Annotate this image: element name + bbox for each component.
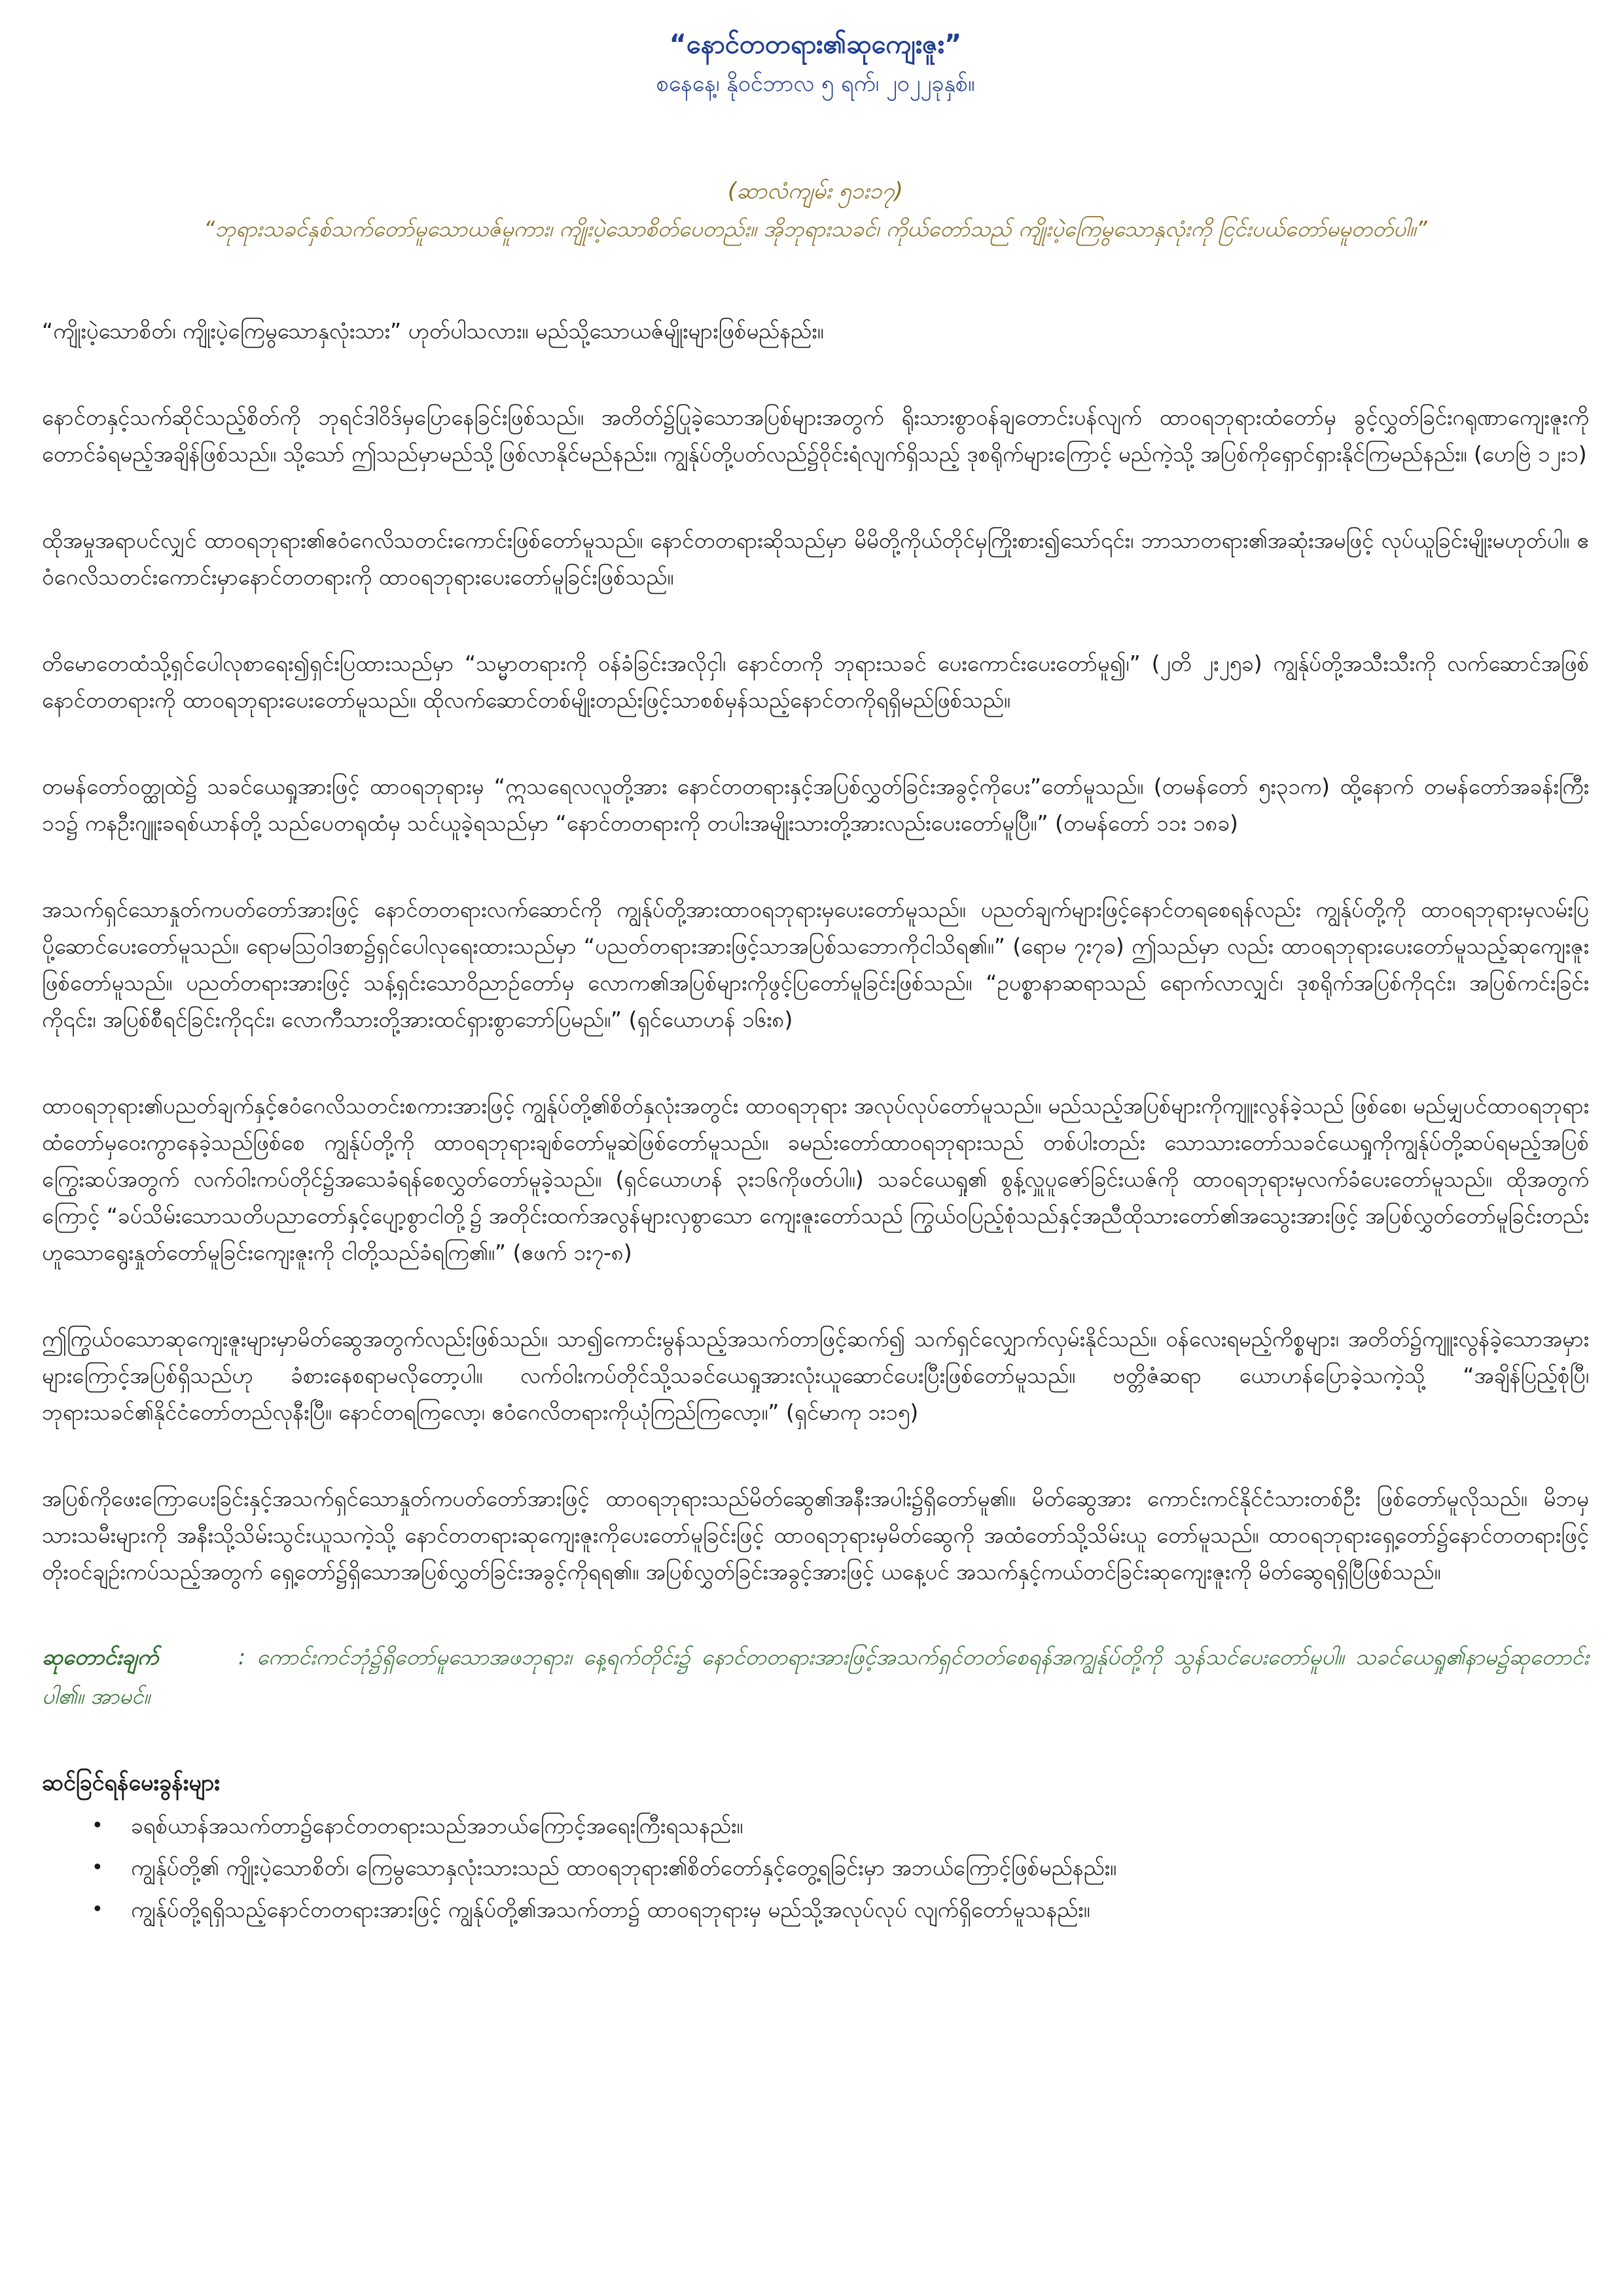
prayer-separator: : (238, 1644, 246, 1670)
page-title: “နောင်တတရား၏ဆုကျေးဇူး” (669, 29, 962, 60)
question-item (92, 1805, 1589, 1847)
paragraph-6: အသက်ရှင်သောနှုတ်ကပတ်တော်အားဖြင့် နောင်တတရားလက်ဆောင်ကို ကျွန်ုပ်တို့အားထာဝရဘုရားမှပေးတော်မူသည်။ ပညတ်ချက်များဖြင့်နောင်တရစေရန်လည်း ကျွန်ုပ်တို့ကို ထာဝရဘုရားမှလမ်းပြပို့ဆောင်ပေးတော်မူသည်။ ရောမသြဝါဒစာ၌ရှင်ပေါလုရေးထားသည်မှာ “ပညတ်တရားအားဖြင့်သာအပြစ်သဘောကိုငါသိရ၏။” (ရောမ ၇း၇ခ) ဤသည်မှာ လည်း ထာဝရဘုရားပေးတော်မူသည့်ဆုကျေးဇူးဖြစ်တော်မူသည်။ ပညတ်တရားအားဖြင့် သန့်ရှင်းသောဝိညာဉ်တော်မှ လောက၏အပြစ်များကိုဖွင့်ပြတော်မူခြင်းဖြစ်သည်။ “ဥပစ္စာနာဆရာသည် ရောက်လာလျှင်၊ ဒုစရိုက်အပြစ်ကို၎င်း၊ အပြစ်ကင်းခြင်းကို၎င်း၊ အပြစ်စီရင်ခြင်းကို၎င်း၊ လောကီသားတို့အားထင်ရှားစွာဘော်ပြမည်။” (ရှင်ယောဟန် ၁၆း၈) (42, 897, 1589, 1032)
prayer-section (42, 1638, 1589, 1716)
question-item (92, 1889, 1589, 1931)
bullet-icon: • (92, 1856, 103, 1879)
paragraph-7: ထာဝရဘုရား၏ပညတ်ချက်နှင့်ဧဝံဂေလိသတင်းစကားအားဖြင့် ကျွန်ုပ်တို့၏စိတ်နှလုံးအတွင်း ထာဝရဘုရား အလုပ်လုပ်တော်မူသည်။ မည်သည့်အပြစ်များကိုကျူးလွန်ခဲ့သည် ဖြစ်စေ၊ မည်မျှပင်ထာဝရဘုရားထံတော်မှဝေးကွာနေခဲ့သည်ဖြစ်စေ ကျွန်ုပ်တို့ကို ထာဝရဘုရားချစ်တော်မူဆဲဖြစ်တော်မူသည်။ ခမည်းတော်ထာဝရဘုရားသည် တစ်ပါးတည်း သောသားတော်သခင်ယေရှုကိုကျွန်ုပ်တို့ဆပ်ရမည့်အပြစ်ကြွေးဆပ်အတွက် လက်ဝါးကပ်တိုင်၌အသေခံရန်စေလွှတ်တော်မူခဲ့သည်။ (ရှင်ယောဟန် ၃း၁၆ကိုဖတ်ပါ။) သခင်ယေရှု၏ စွန့်လှူပူဇော်ခြင်းယဇ်ကို ထာဝရဘုရားမှလက်ခံပေးတော်မူသည်။ ထိုအတွက်ကြောင့် “ခပ်သိမ်းသောသတိပညာတော်နှင့်ပျော့စွာငါတို့၌ အတိုင်းထက်အလွန်များလှစွာသော ကျေးဇူးတော်သည် ကြွယ်ဝပြည့်စုံသည်နှင့်အညီထိုသားတော်၏အသွေးအားဖြင့် အပြစ်လွှတ်တော်မူခြင်းတည်းဟူသောရွေးနှုတ်တော်မူခြင်းကျေးဇူးကို ငါတို့သည်ခံရကြ၏။” (ဧဖက် ၁း၇-၈) (42, 1093, 1589, 1265)
bullet-icon: • (92, 1898, 103, 1921)
questions-list (42, 1805, 1589, 1931)
paragraph-5: တမန်တော်ဝတ္ထုထဲ၌ သခင်ယေရှုအားဖြင့် ထာဝရဘုရားမှ “ဣသရေလလူတို့အား နောင်တတရားနှင့်အပြစ်လွှတ်ခြင်းအခွင့်ကိုပေး”တော်မူသည်။ (တမန်တော် ၅း၃၁က) ထို့နောက် တမန်တော်အခန်းကြီး ၁၁၌ ကနဦးဂျူးခရစ်ယာန်တို့ သည်ပေတရုထံမှ သင်ယူခဲ့ရသည်မှာ “နောင်တတရားကို တပါးအမျိုးသားတို့အားလည်းပေးတော်မူပြီ။” (တမန်တော် ၁၁း ၁၈ခ) (42, 774, 1589, 836)
question-text: ကျွန်ုပ်တို့၏ ကျိုးပဲ့သောစိတ်၊ ကြေမွသောနှလုံးသားသည် ထာဝရဘုရား၏စိတ်တော်နှင့်တွေ့ရခြင်းမှာ အဘယ်ကြောင့်ဖြစ်မည်နည်း။ (131, 1855, 1117, 1880)
prayer-label: ဆုတောင်းချက် (42, 1644, 159, 1670)
date-line: စနေနေ့၊ နိုဝင်ဘာလ ၅ ရက်၊ ၂၀၂၂ခုနှစ်။ (656, 71, 975, 97)
paragraph-1: “ကျိုးပဲ့သောစိတ်၊ ကျိုးပဲ့ကြေမွသောနှလုံးသား” ဟုတ်ပါသလား။ မည်သို့သောယဇ်မျိုးများဖြစ်မည်နည်း။ (42, 318, 824, 344)
paragraph-9: အပြစ်ကိုဖေးကြောပေးခြင်းနှင့်အသက်ရှင်သောနှုတ်ကပတ်တော်အားဖြင့် ထာဝရဘုရားသည်မိတ်ဆွေ၏အနီးအပါး၌ရှိတော်မူ၏။ မိတ်ဆွေအား ကောင်းကင်နိုင်ငံသားတစ်ဦး ဖြစ်တော်မူလိုသည်။ မိဘမှသားသမီးများကို အနီးသို့သိမ်းသွင်းယူသကဲ့သို့ နောင်တတရားဆုကျေးဇူးကိုပေးတော်မူခြင်းဖြင့် ထာဝရဘုရားမှမိတ်ဆွေကို အထံတော်သို့သိမ်းယူ တော်မူသည်။ ထာဝရဘုရားရှေ့တော်၌နောင်တတရားဖြင့်တိုးဝင်ချဉ်းကပ်သည့်အတွက် ရှေ့တော်၌ရှိသောအပြစ်လွှတ်ခြင်းအခွင့်ကိုရရ၏။ အပြစ်လွှတ်ခြင်းအခွင့်အားဖြင့် ယနေ့ပင် အသက်နှင့်ကယ်တင်ခြင်းဆုကျေးဇူးကို မိတ်ဆွေရရှိပြီဖြစ်သည်။ (42, 1486, 1589, 1585)
verse-text: “ဘုရားသခင်နှစ်သက်တော်မူသောယဇ်မူကား၊ ကျိုးပဲ့သောစိတ်ပေတည်း။ အိုဘုရားသခင်၊ ကိုယ်တော်သည် ကျိုးပဲ့ကြေမွသောနှလုံးကို ငြင်းပယ်တော်မမူတတ်ပါ။” (204, 216, 1427, 242)
bullet-icon: • (92, 1814, 103, 1837)
paragraph-2: နောင်တနှင့်သက်ဆိုင်သည့်စိတ်ကို ဘုရင်ဒါဝိဒ်မှပြောနေခြင်းဖြစ်သည်။ အတိတ်၌ပြုခဲ့သောအပြစ်များအတွက် ရိုးသားစွာဝန်ချတောင်းပန်လျက် ထာဝရဘုရားထံတော်မှ ခွင့်လွှတ်ခြင်းဂရုဏာကျေးဇူးကို တောင်ခံရမည့်အချိန်ဖြစ်သည်။ သို့သော် ဤသည်မှာမည်သို့ဖြစ်လာနိုင်မည်နည်း။ ကျွန်ုပ်တို့ပတ်လည်၌ဝိုင်းရံလျက်ရှိသည့် ဒုစရိုက်များကြောင့် မည်ကဲ့သို့ အပြစ်ကိုရှောင်ရှားနိုင်ကြမည်နည်း။ (ဟေဗြဲ ၁၂း၁) (42, 404, 1589, 467)
verse-reference: (ဆာလံကျမ်း ၅၁း၁၇) (728, 178, 903, 204)
question-text: ကျွန်ုပ်တို့ရရှိသည့်နောင်တတရားအားဖြင့် ကျွန်ုပ်တို့၏အသက်တာ၌ ထာဝရဘုရားမှ မည်သို့အလုပ်လုပ် လျက်ရှိတော်မူသနည်း။ (131, 1897, 1090, 1922)
prayer-text: ကောင်းကင်ဘုံ၌ရှိတော်မူသောအဖဘုရား၊ နေ့ရက်တိုင်း၌ နောင်တတရားအားဖြင့်အသက်ရှင်တတ်စေရန်အကျွန်ုပ်တို့ကို သွန်သင်ပေးတော်မူပါ။ သခင်ယေရှု၏နာမ၌ဆုတောင်းပါ၏။ အာမင်။ (42, 1644, 1589, 1709)
questions-heading: ဆင်ခြင်ရန်မေးခွန်းများ (42, 1770, 220, 1796)
question-item (92, 1847, 1589, 1889)
paragraph-3: ထိုအမှုအရာပင်လျှင် ထာဝရဘုရား၏ဧဝံဂေလိသတင်းကောင်းဖြစ်တော်မူသည်။ နောင်တတရားဆိုသည်မှာ မိမိတို့ကိုယ်တိုင်မှကြိုးစား၍သော်၎င်း၊ ဘာသာတရား၏အဆုံးအမဖြင့် လုပ်ယူခြင်းမျိုးမဟုတ်ပါ။ ဧဝံဂေလိသတင်းကောင်းမှာနောင်တတရားကို ထာဝရဘုရားပေးတော်မူခြင်းဖြစ်သည်။ (42, 528, 1589, 590)
question-text: ခရစ်ယာန်အသက်တာ၌နောင်တတရားသည်အဘယ်ကြောင့်အရေးကြီးရသနည်း။ (131, 1813, 743, 1839)
paragraph-8: ဤကြွယ်ဝသောဆုကျေးဇူးများမှာမိတ်ဆွေအတွက်လည်းဖြစ်သည်။ သာ၍ကောင်းမွန်သည့်အသက်တာဖြင့်ဆက်၍ သက်ရှင်လျှောက်လှမ်းနိုင်သည်။ ဝန်လေးရမည့်ကိစ္စများ၊ အတိတ်၌ကျူးလွန်ခဲ့သောအမှားများကြောင့်အပြစ်ရှိသည်ဟု ခံစားနေစရာမလိုတော့ပါ။ လက်ဝါးကပ်တိုင်သို့သခင်ယေရှုအားလုံးယူဆောင်ပေးပြီးဖြစ်တော်မူသည်။ ဗတ္တိဇံဆရာ ယောဟန်ပြောခဲ့သကဲ့သို့ “အချိန်ပြည့်စုံပြီ၊ ဘုရားသခင်၏နိုင်ငံတော်တည်လုနီးပြီ။ နောင်တရကြလော့၊ ဧဝံဂေလိတရားကိုယုံကြည်ကြလော့။” (ရှင်မာကု ၁း၁၅) (42, 1326, 1589, 1425)
paragraph-4: တိမောတေထံသို့ရှင်ပေါလုစာရေး၍ရှင်းပြထားသည်မှာ “သမ္မာတရားကို ဝန်ခံခြင်းအလိုငှါ၊ နောင်တကို ဘုရားသခင် ပေးကောင်းပေးတော်မူ၍၊” (၂တိ ၂း၂၅ခ) ကျွန်ုပ်တို့အသီးသီးကို လက်ဆောင်အဖြစ်နောင်တတရားကို ထာဝရဘုရားပေးတော်မူသည်။ ထိုလက်ဆောင်တစ်မျိုးတည်းဖြင့်သာစစ်မှန်သည့်နောင်တကိုရရှိမည်ဖြစ်သည်။ (42, 651, 1589, 713)
